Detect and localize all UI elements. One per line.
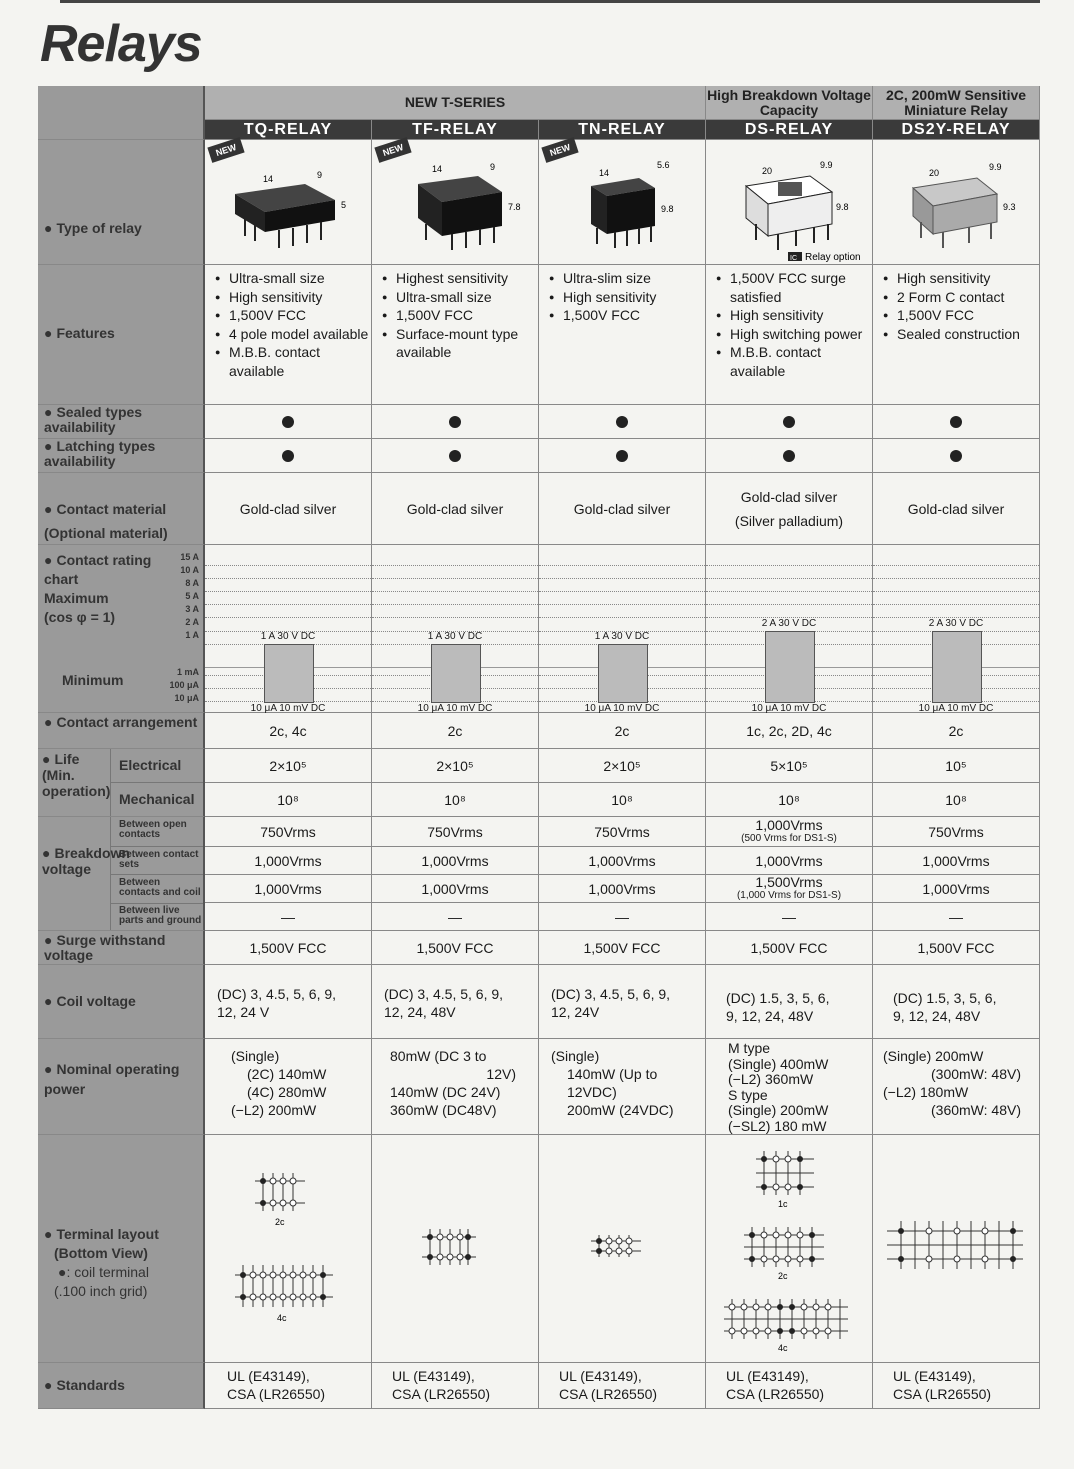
label-bd-ground: Between live parts and ground <box>119 904 202 926</box>
bd-sets-ds: 1,000Vrms <box>706 847 873 875</box>
new-badge: NEW <box>207 137 244 163</box>
rating-gridline <box>205 604 371 605</box>
rating-gridline <box>372 604 538 605</box>
latching-tf <box>372 439 539 473</box>
terminal-tf <box>372 1135 539 1363</box>
bd-ground-tf: — <box>372 903 539 931</box>
group-header-ds2y: 2C, 200mW Sensitive Miniature Relay <box>873 86 1040 120</box>
label-surge: ● Surge withstand voltage <box>38 931 205 965</box>
sealed-tq <box>205 405 372 439</box>
relay-tf-illustration <box>372 140 538 264</box>
features-tq <box>205 265 372 405</box>
bd-sets-tf: 1,000Vrms <box>372 847 539 875</box>
rating-gridline <box>539 578 705 579</box>
bd-open-ds2y: 750Vrms <box>873 817 1040 847</box>
availability-dot <box>282 450 294 462</box>
rating-box <box>264 644 314 704</box>
electrical-ds2y: 10⁵ <box>873 749 1040 783</box>
relay-name-tq: TQ-RELAY <box>205 120 372 140</box>
rating-chart <box>372 545 538 715</box>
relay-tq-illustration <box>205 140 371 264</box>
ic-relay-option: Relay option <box>805 252 861 263</box>
availability-dot <box>783 450 795 462</box>
mechanical-tf: 10⁸ <box>372 783 539 817</box>
feature-item: ● Highest sensitivity <box>396 269 538 288</box>
terminal-ds <box>706 1135 873 1363</box>
rating-gridline <box>205 565 371 566</box>
rating-min-label: 10 μA 10 mV DC <box>250 703 326 715</box>
feature-item: ● 4 pole model available <box>229 325 371 344</box>
rating-gridline <box>205 578 371 579</box>
terminal-layout-tf <box>372 1135 538 1361</box>
power-tf: 80mW (DC 3 to 12V) 140mW (DC 24V) 360mW (DC48V) <box>372 1039 539 1135</box>
coil-tq: (DC) 3, 4.5, 5, 6, 9, 12, 24 V <box>205 965 372 1039</box>
rating-max-label: 2 A 30 V DC <box>928 617 984 629</box>
rating-axis-max: 15 A 10 A 8 A 5 A 3 A 2 A 1 A <box>180 552 199 640</box>
bd-open-tn: 750Vrms <box>539 817 706 847</box>
label-sealed: ● Sealed types availability <box>38 405 205 439</box>
feature-item: ● 2 Form C contact <box>897 288 1039 307</box>
electrical-tq: 2×10⁵ <box>205 749 372 783</box>
availability-dot <box>950 416 962 428</box>
label-coil-voltage: ● Coil voltage <box>38 965 205 1039</box>
rating-box <box>431 644 481 704</box>
label-mechanical: Mechanical <box>119 791 195 807</box>
arrangement-ds: 1c, 2c, 2D, 4c <box>706 713 873 749</box>
label-life: ● Life (Min. operation) Electrical Mechanical <box>38 749 205 817</box>
feature-item: ● 1,500V FCC <box>563 306 705 325</box>
surge-tq: 1,500V FCC <box>205 931 372 965</box>
sealed-ds <box>706 405 873 439</box>
rating-gridline <box>372 591 538 592</box>
corner-cell <box>38 86 205 140</box>
rating-max-label: 1 A 30 V DC <box>260 630 316 642</box>
rating-min-label: 10 μA 10 mV DC <box>584 703 660 715</box>
rating-gridline <box>539 604 705 605</box>
rating-ds2y <box>873 545 1040 713</box>
rating-gridline <box>372 578 538 579</box>
svg-text:14: 14 <box>432 164 443 174</box>
ic-icon: IC <box>790 255 797 262</box>
electrical-tf: 2×10⁵ <box>372 749 539 783</box>
sealed-tn <box>539 405 706 439</box>
arrangement-tq: 2c, 4c <box>205 713 372 749</box>
rating-chart <box>873 545 1039 715</box>
rating-min-label: 10 μA 10 mV DC <box>751 703 827 715</box>
electrical-tn: 2×10⁵ <box>539 749 706 783</box>
rating-gridline <box>706 604 872 605</box>
svg-text:9: 9 <box>490 162 496 172</box>
surge-tn: 1,500V FCC <box>539 931 706 965</box>
feature-item: ● High switching power <box>730 325 872 344</box>
feature-item: ● Ultra-slim size <box>563 269 705 288</box>
terminal-layout-tq <box>205 1135 371 1361</box>
relay-name-tn: TN-RELAY <box>539 120 706 140</box>
relay-spec-table <box>38 86 1040 1426</box>
material-tf: Gold-clad silver <box>372 473 539 545</box>
new-badge: NEW <box>541 137 578 163</box>
feature-item: ● M.B.B. contact available <box>229 343 371 380</box>
relay-image-tn <box>539 140 706 265</box>
sealed-ds2y <box>873 405 1040 439</box>
label-bd-coil: Between contacts and coil <box>111 875 203 903</box>
label-contact-material: ● Contact material (Optional material) <box>38 473 205 545</box>
svg-text:20: 20 <box>762 166 773 176</box>
bd-sets-ds2y: 1,000Vrms <box>873 847 1040 875</box>
rating-axis-min: 1 mA 100 μA 10 μA <box>169 667 199 703</box>
rating-gridline <box>372 565 538 566</box>
rating-gridline <box>873 591 1039 592</box>
terminal-label: 4c <box>778 1343 788 1353</box>
feature-item: ● Sealed construction <box>897 325 1039 344</box>
svg-text:9.3: 9.3 <box>1003 202 1016 212</box>
svg-text:7.8: 7.8 <box>508 202 521 212</box>
bd-open-tq: 750Vrms <box>205 817 372 847</box>
feature-item: ● High sensitivity <box>563 288 705 307</box>
rating-max-label: 2 A 30 V DC <box>761 617 817 629</box>
page-title: Relays <box>40 15 202 73</box>
svg-text:20: 20 <box>929 168 940 178</box>
rating-min-label: 10 μA 10 mV DC <box>918 703 994 715</box>
material-ds: Gold-clad silver (Silver palladium) <box>706 473 873 545</box>
standards-tq: UL (E43149), CSA (LR26550) <box>205 1363 372 1409</box>
label-latching: ● Latching types availability <box>38 439 205 473</box>
standards-tf: UL (E43149), CSA (LR26550) <box>372 1363 539 1409</box>
new-badge: NEW <box>374 137 411 163</box>
dim-height: 5 <box>341 200 347 210</box>
mechanical-ds: 10⁸ <box>706 783 873 817</box>
features-tf <box>372 265 539 405</box>
feature-item: ● High sensitivity <box>897 269 1039 288</box>
features-ds2y <box>873 265 1040 405</box>
label-contact-arrangement: ● Contact arrangement <box>38 713 205 749</box>
material-tn: Gold-clad silver <box>539 473 706 545</box>
rating-gridline <box>706 565 872 566</box>
terminal-label: 4c <box>277 1313 287 1323</box>
rating-gridline <box>539 565 705 566</box>
availability-dot <box>616 416 628 428</box>
relay-ds-illustration <box>706 140 872 264</box>
label-breakdown: ● Breakdown voltage Between open contacts Between contact sets Between contacts and coil Between live parts and ground <box>38 817 205 931</box>
relay-image-ds <box>706 140 873 265</box>
rating-max-label: 1 A 30 V DC <box>594 630 650 642</box>
material-tq: Gold-clad silver <box>205 473 372 545</box>
rating-ds <box>706 545 873 713</box>
bd-sets-tq: 1,000Vrms <box>205 847 372 875</box>
terminal-layout-tn <box>539 1135 705 1361</box>
rating-chart <box>205 545 371 715</box>
availability-dot <box>449 416 461 428</box>
sealed-tf <box>372 405 539 439</box>
terminal-tn <box>539 1135 706 1363</box>
feature-item: ● High sensitivity <box>730 306 872 325</box>
power-tq: (Single) (2C) 140mW (4C) 280mW (−L2) 200mW <box>205 1039 372 1135</box>
relay-image-tf <box>372 140 539 265</box>
coil-tn: (DC) 3, 4.5, 5, 6, 9, 12, 24V <box>539 965 706 1039</box>
svg-text:14: 14 <box>599 168 610 178</box>
latching-tn <box>539 439 706 473</box>
feature-item: ● 1,500V FCC <box>396 306 538 325</box>
terminal-layout-ds2y <box>873 1135 1039 1361</box>
relay-tn-illustration <box>539 140 705 264</box>
availability-dot <box>616 450 628 462</box>
electrical-ds: 5×10⁵ <box>706 749 873 783</box>
surge-ds: 1,500V FCC <box>706 931 873 965</box>
availability-dot <box>783 416 795 428</box>
bd-coil-tf: 1,000Vrms <box>372 875 539 903</box>
material-ds2y: Gold-clad silver <box>873 473 1040 545</box>
standards-ds: UL (E43149), CSA (LR26550) <box>706 1363 873 1409</box>
dim-length: 14 <box>263 174 274 184</box>
rating-gridline <box>706 591 872 592</box>
rating-min-label: 10 μA 10 mV DC <box>417 703 493 715</box>
rating-gridline <box>205 591 371 592</box>
features-ds <box>706 265 873 405</box>
coil-ds: (DC) 1.5, 3, 5, 6, 9, 12, 24, 48V <box>706 965 873 1039</box>
rating-gridline <box>873 578 1039 579</box>
features-tn <box>539 265 706 405</box>
feature-item: ● High sensitivity <box>229 288 371 307</box>
terminal-label: 2c <box>275 1217 285 1227</box>
svg-text:9.8: 9.8 <box>836 202 849 212</box>
bd-coil-ds: 1,500Vrms (1,000 Vrms for DS1-S) <box>706 875 873 903</box>
terminal-label: 1c <box>778 1199 788 1209</box>
svg-text:9.8: 9.8 <box>661 204 674 214</box>
availability-dot <box>282 416 294 428</box>
bd-coil-ds2y: 1,000Vrms <box>873 875 1040 903</box>
label-bd-open: Between open contacts <box>111 817 203 847</box>
arrangement-tf: 2c <box>372 713 539 749</box>
arrangement-ds2y: 2c <box>873 713 1040 749</box>
bd-sets-tn: 1,000Vrms <box>539 847 706 875</box>
standards-ds2y: UL (E43149), CSA (LR26550) <box>873 1363 1040 1409</box>
relay-name-ds2y: DS2Y-RELAY <box>873 120 1040 140</box>
dim-width: 9 <box>317 170 323 180</box>
mechanical-ds2y: 10⁸ <box>873 783 1040 817</box>
feature-item: ● Ultra-small size <box>229 269 371 288</box>
latching-ds <box>706 439 873 473</box>
power-ds: M type (Single) 400mW (−L2) 360mW S type (Single) 200mW (−SL2) 180 mW <box>706 1039 873 1135</box>
label-features: ● Features <box>38 265 205 405</box>
bd-coil-tn: 1,000Vrms <box>539 875 706 903</box>
arrangement-tn: 2c <box>539 713 706 749</box>
rating-gridline <box>706 578 872 579</box>
rating-gridline <box>205 617 371 618</box>
rating-max-label: 1 A 30 V DC <box>427 630 483 642</box>
label-terminal-layout: ● Terminal layout (Bottom View) ●: coil terminal (.100 inch grid) <box>38 1135 205 1363</box>
bd-ground-ds2y: — <box>873 903 1040 931</box>
label-electrical: Electrical <box>111 749 203 783</box>
rating-chart <box>706 545 872 715</box>
feature-item: ● M.B.B. contact available <box>730 343 872 380</box>
rating-gridline <box>873 604 1039 605</box>
rating-gridline <box>372 617 538 618</box>
rating-gridline <box>539 617 705 618</box>
label-standards: ● Standards <box>38 1363 205 1409</box>
label-nominal-power: ● Nominal operating power <box>38 1039 205 1135</box>
top-rule <box>60 0 1040 3</box>
mechanical-tn: 10⁸ <box>539 783 706 817</box>
group-header-ds: High Breakdown Voltage Capacity <box>706 86 873 120</box>
rating-box <box>932 631 982 704</box>
feature-item: ● Ultra-small size <box>396 288 538 307</box>
relay-image-ds2y <box>873 140 1040 265</box>
terminal-layout-ds <box>706 1135 872 1361</box>
group-header-new-t-series: NEW T-SERIES <box>205 86 706 120</box>
latching-tq <box>205 439 372 473</box>
bd-coil-tq: 1,000Vrms <box>205 875 372 903</box>
power-tn: (Single) 140mW (Up to 12VDC) 200mW (24VDC) <box>539 1039 706 1135</box>
availability-dot <box>950 450 962 462</box>
svg-text:9.9: 9.9 <box>989 162 1002 172</box>
relay-name-tf: TF-RELAY <box>372 120 539 140</box>
terminal-label: 2c <box>778 1271 788 1281</box>
label-type-of-relay: ● Type of relay <box>38 140 205 265</box>
bd-ground-tq: — <box>205 903 372 931</box>
bd-open-tf: 750Vrms <box>372 817 539 847</box>
feature-item: ● 1,500V FCC surge satisfied <box>730 269 872 306</box>
surge-ds2y: 1,500V FCC <box>873 931 1040 965</box>
rating-tq <box>205 545 372 713</box>
coil-ds2y: (DC) 1.5, 3, 5, 6, 9, 12, 24, 48V <box>873 965 1040 1039</box>
rating-box <box>765 631 815 704</box>
rating-tf <box>372 545 539 713</box>
svg-text:9.9: 9.9 <box>820 160 833 170</box>
rating-chart <box>539 545 705 715</box>
label-bd-sets: Between contact sets <box>111 847 203 875</box>
power-ds2y: (Single) 200mW (300mW: 48V) (−L2) 180mW (360mW: 48V) <box>873 1039 1040 1135</box>
mechanical-tq: 10⁸ <box>205 783 372 817</box>
latching-ds2y <box>873 439 1040 473</box>
bd-ground-ds: — <box>706 903 873 931</box>
relay-name-ds: DS-RELAY <box>706 120 873 140</box>
rating-gridline <box>873 565 1039 566</box>
surge-tf: 1,500V FCC <box>372 931 539 965</box>
rating-box <box>598 644 648 704</box>
rating-tn <box>539 545 706 713</box>
rating-gridline <box>539 591 705 592</box>
coil-tf: (DC) 3, 4.5, 5, 6, 9, 12, 24, 48V <box>372 965 539 1039</box>
terminal-tq <box>205 1135 372 1363</box>
bd-ground-tn: — <box>539 903 706 931</box>
terminal-ds2y <box>873 1135 1040 1363</box>
label-contact-rating: ● Contact rating chart Maximum (cos φ = 1) 15 A 10 A 8 A 5 A 3 A 2 A 1 A Minimum 1 mA 100 μA 10 μA <box>38 545 205 713</box>
availability-dot <box>449 450 461 462</box>
feature-item: ● 1,500V FCC <box>229 306 371 325</box>
svg-text:5.6: 5.6 <box>657 160 670 170</box>
bd-open-ds: 1,000Vrms (500 Vrms for DS1-S) <box>706 817 873 847</box>
standards-tn: UL (E43149), CSA (LR26550) <box>539 1363 706 1409</box>
feature-item: ● 1,500V FCC <box>897 306 1039 325</box>
relay-image-tq <box>205 140 372 265</box>
feature-item: ● Surface-mount type available <box>396 325 538 362</box>
relay-ds2y-illustration <box>873 140 1039 264</box>
